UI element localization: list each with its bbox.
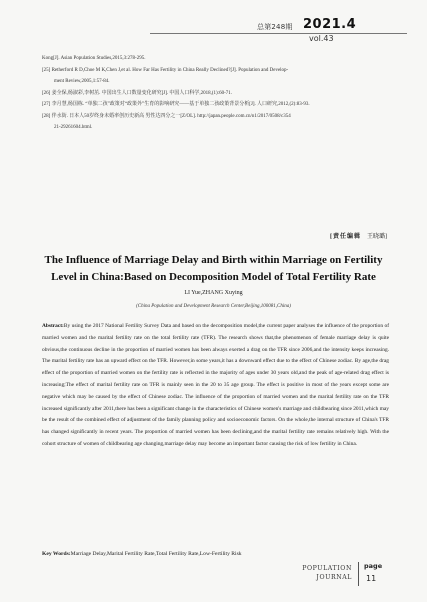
reference-item: [42, 65, 397, 88]
journal-name: [280, 564, 352, 582]
editor-name: 王晓璐]: [367, 234, 387, 240]
reference-text: 姜全保,杨淑彩,李树茁. 中国出生人口数量变化研究[J]. 中国人口科学,2018,(1):60-71.: [51, 90, 233, 96]
keywords-text: Marriage Delay,Marital Fertility Rate,Total Fertility Rate,Low-Fertility Risk: [70, 551, 242, 557]
reference-item: [42, 53, 397, 65]
reference-text: Kong[J]. Asian Population Studies,2015,3:278-295.: [42, 56, 146, 61]
article-authors: LI Yue,ZHANG Xuying: [184, 290, 243, 296]
keywords-label: Key Words:: [42, 551, 71, 557]
volume-label: vol.43: [309, 34, 334, 43]
abstract-text: By using the 2017 National Fertility Survey Data and based on the decomposition model,the current paper analyses the influence of the proportion of married women and the marital fertility rate on the total fertility rate (TFR). The research shows that,the phenomenon of female marriage delay is quite obvious,the continuous decline in the proportion of married women has been always exerted a drag on the TFR since 2006,and the intensity keeps increasing. The marital fertility rate has an upward effect on the TFR. However,in some years,it has a downward effect due to the effect of Chinese zodiac. By age,the drag effect of the proportion of married women on the fertility rate is reflected in the majority of ages under 30 years old,and the peak of age-related drag effect is increasing;The effect of marital fertility rate on TFR is mainly seen in the 20 to 35 age group. The effect is positive in most of the years except some are negative which may be caused by the effect of Chinese zodiac. The influence of the proportion of married women and the marital fertility rate on the TFR increased significantly after 2011,there has been a significant change in the characteristics of Chinese women's marriage and childbearing since 2011,which may be the result of the combined effect of adjustment of the family planning policy and socioeconomic factors. On the whole,the internal structure of China's TFR has changed significantly in recent years. The proportion of married women has been declining,and the marital fertility rate remains relatively high. With the cohort structure of women of childbearing age changing,marriage delay may become an important factor causing the risk of low fertility in China.: [42, 323, 389, 447]
reference-text-continued: ment Review,2005,1:57-84.: [54, 79, 110, 84]
reference-text: 李月慧,杨国栋. “单独二孩”政策对“政策外”生育的影响研究——基于单独二孩政策背景分析[J]. 人口研究,2012,(2):83-93.: [51, 102, 310, 107]
reference-number: [28]: [42, 113, 51, 119]
keywords: [42, 551, 389, 557]
author-affiliation: (China Population and Development Research Center,Beijing,100081,China): [136, 304, 291, 309]
editor-label: [责任编辑: [330, 234, 361, 240]
reference-text: 伴水街. 日本人50岁终身未婚率创历史新高 男性达四分之一[Z/OL]. http://japan.people.com.cn/n1/2017/0508/c354: [51, 113, 291, 119]
reference-item: [42, 99, 397, 111]
reference-item: [42, 88, 397, 100]
page-number: 11: [366, 574, 377, 583]
reference-number: [26]: [42, 90, 51, 96]
reference-number: [25]: [42, 67, 51, 73]
issue-number-label: 总第248期: [257, 23, 293, 31]
reference-item: [42, 111, 397, 134]
article-title-line: Level in China:Based on Decomposition Model of Total Fertility Rate: [51, 271, 376, 283]
journal-name-line: JOURNAL: [316, 574, 352, 581]
page-label: page: [364, 562, 383, 570]
reference-number: [27]: [42, 102, 51, 107]
issue-year: 2021.4: [303, 17, 357, 32]
abstract: [42, 321, 389, 451]
page-footer: [280, 562, 410, 592]
article-title-line: The Influence of Marriage Delay and Birth within Marriage on Fertility: [44, 254, 383, 266]
article-title: [20, 252, 407, 286]
reference-list: [42, 53, 397, 134]
footer-divider: [358, 562, 359, 586]
responsible-editor: [330, 231, 387, 240]
issue-header: [257, 16, 407, 46]
abstract-label: Abstract:: [42, 323, 64, 329]
reference-text-continued: 21-29261604.html.: [54, 125, 93, 130]
header-divider: [150, 33, 407, 34]
reference-text: Retherford R D,Choe M K,Chen J,et al. How Far Has Fertility in China Really Declined?[J]. Population and Develop-: [51, 67, 289, 73]
journal-name-line: POPULATION: [302, 565, 352, 572]
